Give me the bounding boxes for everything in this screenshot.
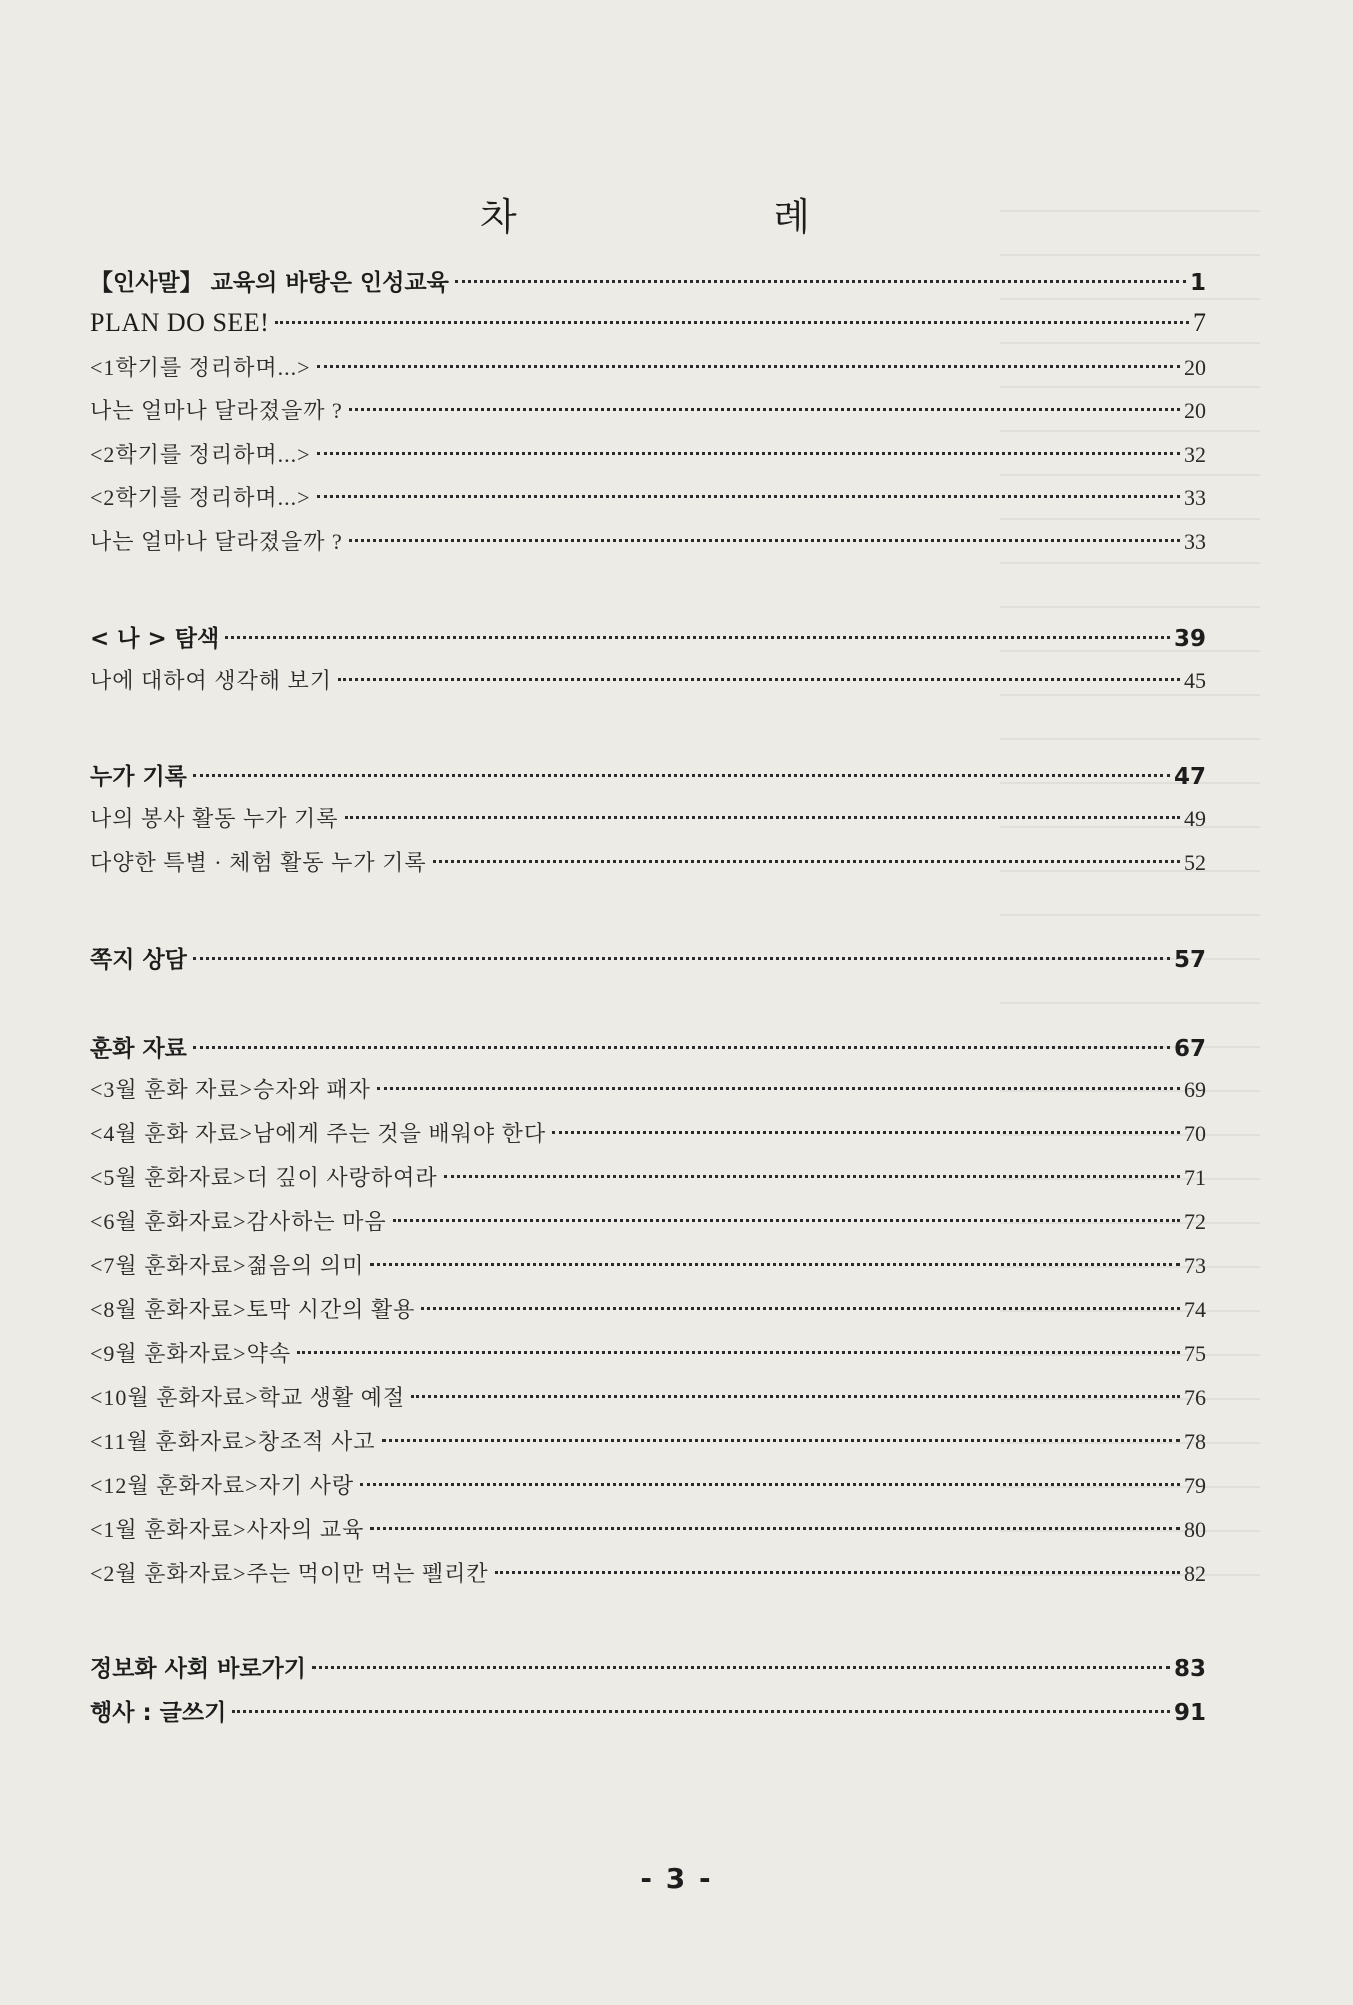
toc-entry-page: 47 — [1173, 764, 1206, 790]
toc-entry — [90, 846, 1206, 886]
dot-leader — [275, 321, 1189, 324]
toc-entry-page: 20 — [1184, 355, 1206, 380]
toc-entry-page: 49 — [1184, 806, 1206, 831]
toc-entry-page: 1 — [1189, 270, 1206, 296]
toc-entry — [90, 620, 1206, 660]
dot-leader — [317, 495, 1180, 498]
toc-entry-page: 7 — [1193, 308, 1206, 337]
toc-entry — [90, 264, 1206, 304]
toc-entry — [90, 481, 1206, 521]
toc-entry-page: 74 — [1184, 1297, 1206, 1322]
toc-entry-title: 나는 얼마나 달라졌을까 ? — [90, 529, 343, 554]
toc-entry — [90, 1205, 1206, 1245]
toc-entry-page: 57 — [1173, 947, 1206, 973]
toc-entry — [90, 394, 1206, 434]
toc-entry — [90, 664, 1206, 704]
toc-entry-page: 70 — [1184, 1121, 1206, 1146]
toc-entry-title: 행사 : 글쓰기 — [90, 1700, 227, 1726]
dot-leader — [411, 1395, 1180, 1398]
toc-entry-page: 72 — [1184, 1209, 1206, 1234]
dot-leader — [297, 1351, 1180, 1354]
toc-entry-page: 91 — [1173, 1700, 1206, 1726]
dot-leader — [552, 1131, 1180, 1134]
toc-entry-page: 82 — [1184, 1561, 1206, 1586]
toc-entry-page: 78 — [1184, 1429, 1206, 1454]
toc-entry — [90, 308, 1206, 348]
toc-entry-title: <11월 훈화자료>창조적 사고 — [90, 1429, 376, 1454]
toc-entry-title: 다양한 특별 · 체험 활동 누가 기록 — [90, 850, 427, 875]
toc-entry-page: 76 — [1184, 1385, 1206, 1410]
toc-entry — [90, 1117, 1206, 1157]
dot-leader — [317, 452, 1180, 455]
dot-leader — [370, 1263, 1180, 1266]
toc-entry-page: 75 — [1184, 1341, 1206, 1366]
toc-entry — [90, 1381, 1206, 1421]
toc-entry — [90, 1513, 1206, 1553]
toc-entry-page: 73 — [1184, 1253, 1206, 1278]
toc-title — [480, 186, 810, 241]
toc-entry-title: 【인사말】 교육의 바탕은 인성교육 — [90, 270, 449, 296]
toc-entry-page: 79 — [1184, 1473, 1206, 1498]
toc-entry-title: <2학기를 정리하며...> — [90, 485, 311, 510]
dot-leader — [338, 678, 1180, 681]
dot-leader — [312, 1666, 1170, 1669]
toc-entry-title: <1학기를 정리하며...> — [90, 355, 311, 380]
toc-entry-page: 33 — [1184, 529, 1206, 554]
toc-entry-title: <2학기를 정리하며...> — [90, 442, 311, 467]
toc-entry-title: <10월 훈화자료>학교 생활 예절 — [90, 1385, 406, 1410]
toc-entry-title: 쪽지 상담 — [90, 947, 187, 973]
dot-leader — [317, 365, 1180, 368]
dot-leader — [495, 1571, 1180, 1574]
toc-entry — [90, 802, 1206, 842]
toc-entry — [90, 758, 1206, 798]
dot-leader — [193, 957, 1170, 960]
toc-entry-title: <2월 훈화자료>주는 먹이만 먹는 펠리칸 — [90, 1561, 489, 1586]
dot-leader — [382, 1439, 1180, 1442]
toc-entry-page: 45 — [1184, 668, 1206, 693]
dot-leader — [421, 1307, 1180, 1310]
toc-entry-page: 67 — [1173, 1036, 1206, 1062]
dot-leader — [349, 539, 1180, 542]
toc-entry — [90, 1161, 1206, 1201]
dot-leader — [232, 1710, 1170, 1713]
toc-entry-title: <12월 훈화자료>자기 사랑 — [90, 1473, 355, 1498]
toc-entry — [90, 1293, 1206, 1333]
dot-leader — [193, 774, 1170, 777]
toc-entry-title: 나의 봉사 활동 누가 기록 — [90, 806, 339, 831]
toc-entry-title: PLAN DO SEE! — [90, 308, 270, 337]
toc-entry-page: 33 — [1184, 485, 1206, 510]
dot-leader — [193, 1046, 1170, 1049]
toc-entry — [90, 1249, 1206, 1289]
toc-entry-title: 나는 얼마나 달라졌을까 ? — [90, 398, 343, 423]
toc-entry-title: < 나 > 탐색 — [90, 626, 220, 652]
toc-entry — [90, 941, 1206, 981]
toc-entry-title: <6월 훈화자료>감사하는 마음 — [90, 1209, 387, 1234]
toc-entry — [90, 438, 1206, 478]
toc-entry — [90, 1557, 1206, 1597]
toc-title-char-2: 례 — [773, 195, 810, 239]
dot-leader — [393, 1219, 1180, 1222]
toc-entry-page: 52 — [1184, 850, 1206, 875]
toc-entry — [90, 351, 1206, 391]
toc-entry-page: 69 — [1184, 1077, 1206, 1102]
toc-title-char-1: 차 — [480, 195, 517, 239]
dot-leader — [345, 816, 1180, 819]
toc-entry-title: 정보화 사회 바로가기 — [90, 1656, 306, 1682]
toc-entry — [90, 1425, 1206, 1465]
toc-entry-title: <1월 훈화자료>사자의 교육 — [90, 1517, 365, 1542]
toc-entry-page: 71 — [1184, 1165, 1206, 1190]
toc-entry — [90, 1694, 1206, 1734]
dot-leader — [377, 1087, 1180, 1090]
dot-leader — [433, 860, 1180, 863]
toc-entry-title: <4월 훈화 자료>남에게 주는 것을 배워야 한다 — [90, 1121, 547, 1146]
toc-entry-page: 39 — [1173, 626, 1206, 652]
toc-entry — [90, 1469, 1206, 1509]
dot-leader — [360, 1483, 1180, 1486]
toc-entry — [90, 1030, 1206, 1070]
toc-entry-title: 누가 기록 — [90, 764, 187, 790]
toc-entry-title: 훈화 자료 — [90, 1036, 187, 1062]
toc-entry-page: 83 — [1173, 1656, 1206, 1682]
dot-leader — [370, 1527, 1180, 1530]
dot-leader — [349, 408, 1180, 411]
toc-entry-title: 나에 대하여 생각해 보기 — [90, 668, 333, 693]
page-number: - 3 - — [640, 1862, 713, 1895]
toc-entry — [90, 1073, 1206, 1113]
toc-entry-title: <7월 훈화자료>젊음의 의미 — [90, 1253, 365, 1278]
toc-entry-title: <5월 훈화자료>더 깊이 사랑하여라 — [90, 1165, 438, 1190]
toc-entry — [90, 1650, 1206, 1690]
toc-entry — [90, 525, 1206, 565]
dot-leader — [444, 1175, 1180, 1178]
dot-leader — [455, 280, 1186, 283]
toc-entry-page: 80 — [1184, 1517, 1206, 1542]
toc-entry-title: <9월 훈화자료>약속 — [90, 1341, 292, 1366]
toc-entry-title: <8월 훈화자료>토막 시간의 활용 — [90, 1297, 416, 1322]
dot-leader — [225, 636, 1170, 639]
toc-entry-page: 32 — [1184, 442, 1206, 467]
toc-entry-page: 20 — [1184, 398, 1206, 423]
toc-entry — [90, 1337, 1206, 1377]
toc-entry-title: <3월 훈화 자료>승자와 패자 — [90, 1077, 371, 1102]
